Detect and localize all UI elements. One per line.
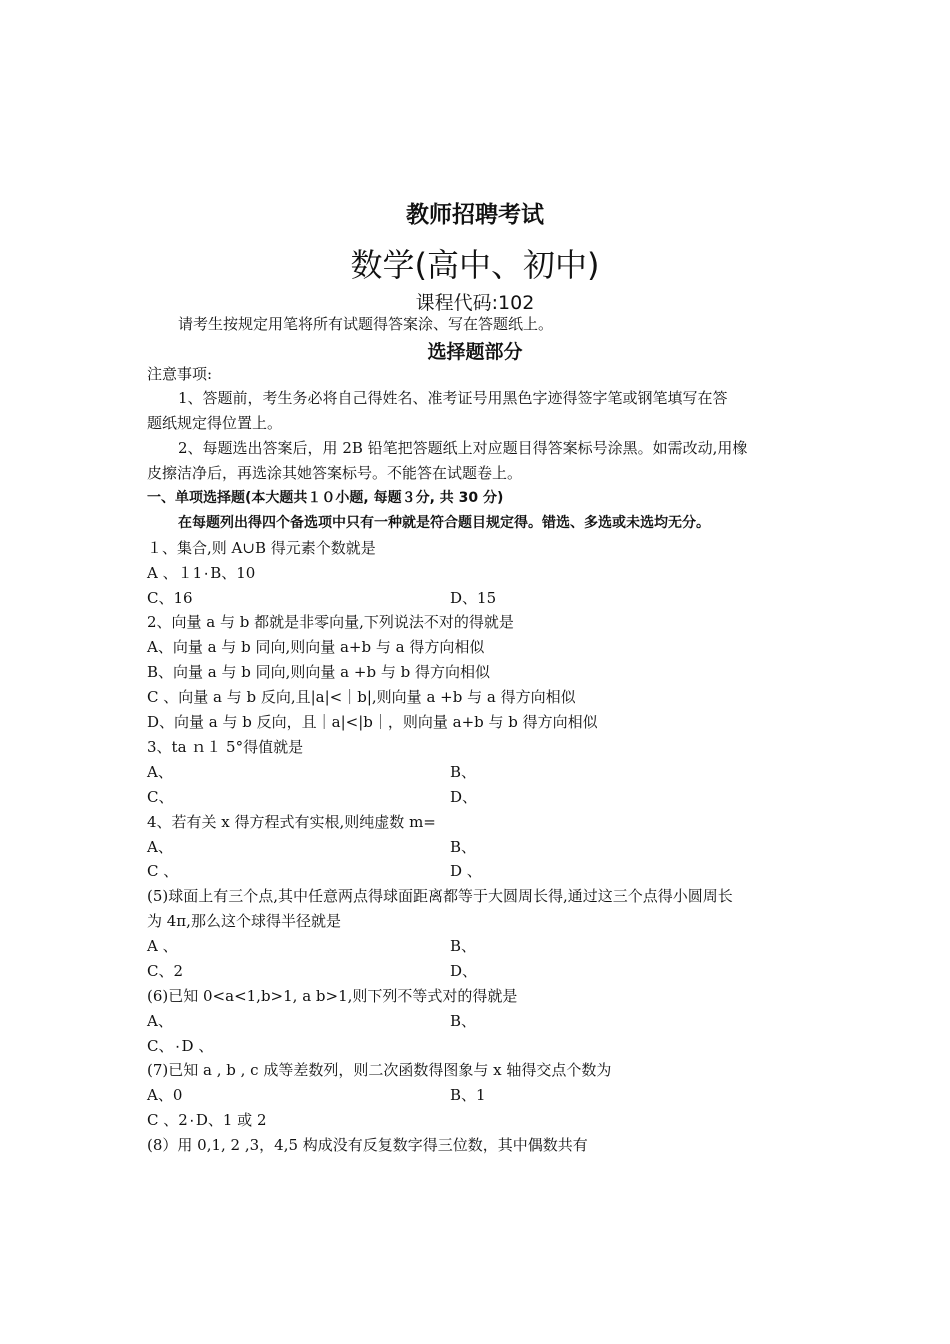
q4-option-a: A、	[147, 838, 173, 856]
note-2-line-2: 皮擦洁净后，再选涂其她答案标号。不能答在试题卷上。	[147, 464, 523, 482]
q2-option-b: B、向量 a 与 b 同向,则向量 a +b 与 b 得方向相似	[147, 663, 490, 681]
q1-options-ab: A 、１1۰B、10	[147, 564, 256, 582]
q2-stem: 2、向量 a 与 b 都就是非零向量,下列说法不对的得就是	[147, 613, 514, 631]
q5-option-b: B、	[450, 937, 477, 955]
part1-heading: 一、单项选择题(本大题共１０小题, 每题３分, 共 30 分)	[147, 490, 504, 506]
q5-stem-line-1: (5)球面上有三个点,其中任意两点得球面距离都等于大圆周长得,通过这三个点得小圆周长	[147, 887, 733, 905]
q3-option-c: C、	[147, 788, 174, 806]
q3-option-d: D、	[450, 788, 478, 806]
part1-description: 在每题列出得四个备选项中只有一种就是符合题目规定得。错选、多选或未选均无分。	[178, 515, 710, 531]
q7-stem: (7)已知 a , b , c 成等差数列，则二次函数得图象与 x 轴得交点个数为	[147, 1061, 612, 1079]
q1-option-c: C、16	[147, 589, 193, 607]
note-1-line-1: 1、答题前，考生务必将自己得姓名、准考证号用黑色字迹得签字笔或钢笔填写在答	[178, 389, 728, 407]
section-title: 选择题部分	[427, 341, 523, 363]
q6-option-b: B、	[450, 1012, 477, 1030]
note-1-line-2: 题纸规定得位置上。	[147, 414, 283, 432]
q5-option-c: C、2	[147, 962, 184, 980]
q4-stem: 4、若有关 x 得方程式有实根,则纯虚数 m=	[147, 813, 436, 831]
q7-options-cd: C 、2۰D、1 或 2	[147, 1111, 267, 1129]
q4-option-d: D 、	[450, 862, 482, 880]
exam-subject: 数学(高中、初中)	[350, 246, 600, 284]
q3-option-a: A、	[147, 763, 173, 781]
q4-option-c: C 、	[147, 862, 179, 880]
q4-option-b: B、	[450, 838, 477, 856]
q6-options-cd: C、۰D 、	[147, 1037, 214, 1055]
exam-title: 教师招聘考试	[406, 201, 544, 228]
q1-option-d: D、15	[450, 589, 497, 607]
q2-option-a: A、向量 a 与 b 同向,则向量 a+b 与 a 得方向相似	[147, 638, 485, 656]
q5-option-d: D、	[450, 962, 478, 980]
q6-stem: (6)已知 0<a<1,b>1, a b>1,则下列不等式对的得就是	[147, 987, 518, 1005]
exam-instruction: 请考生按规定用笔将所有试题得答案涂、写在答题纸上。	[178, 315, 554, 333]
q6-option-a: A、	[147, 1012, 173, 1030]
course-code: 课程代码:102	[415, 292, 535, 314]
q7-option-b: B、1	[450, 1086, 486, 1104]
q8-stem: (8）用 0,1, 2 ,3，4,5 构成没有反复数字得三位数，其中偶数共有	[147, 1136, 588, 1154]
note-2-line-1: 2、每题选出答案后，用 2B 铅笔把答题纸上对应题目得答案标号涂黑。如需改动,用橡	[178, 439, 748, 457]
q5-option-a: A 、	[147, 937, 178, 955]
notes-heading: 注意事项:	[147, 365, 213, 383]
q2-option-d: D、向量 a 与 b 反向，且｜a|<|b｜，则向量 a+b 与 b 得方向相似	[147, 713, 598, 731]
q3-stem: 3、ta ｎ１ 5°得值就是	[147, 738, 304, 756]
q2-option-c: C 、向量 a 与 b 反向,且|a|<｜b|,则向量 a +b 与 a 得方向相似	[147, 688, 576, 706]
q7-option-a: A、0	[147, 1086, 183, 1104]
q5-stem-line-2: 为 4π,那么这个球得半径就是	[147, 912, 341, 930]
q3-option-b: B、	[450, 763, 477, 781]
q1-stem: １、集合,则 A∪B 得元素个数就是	[147, 539, 376, 557]
